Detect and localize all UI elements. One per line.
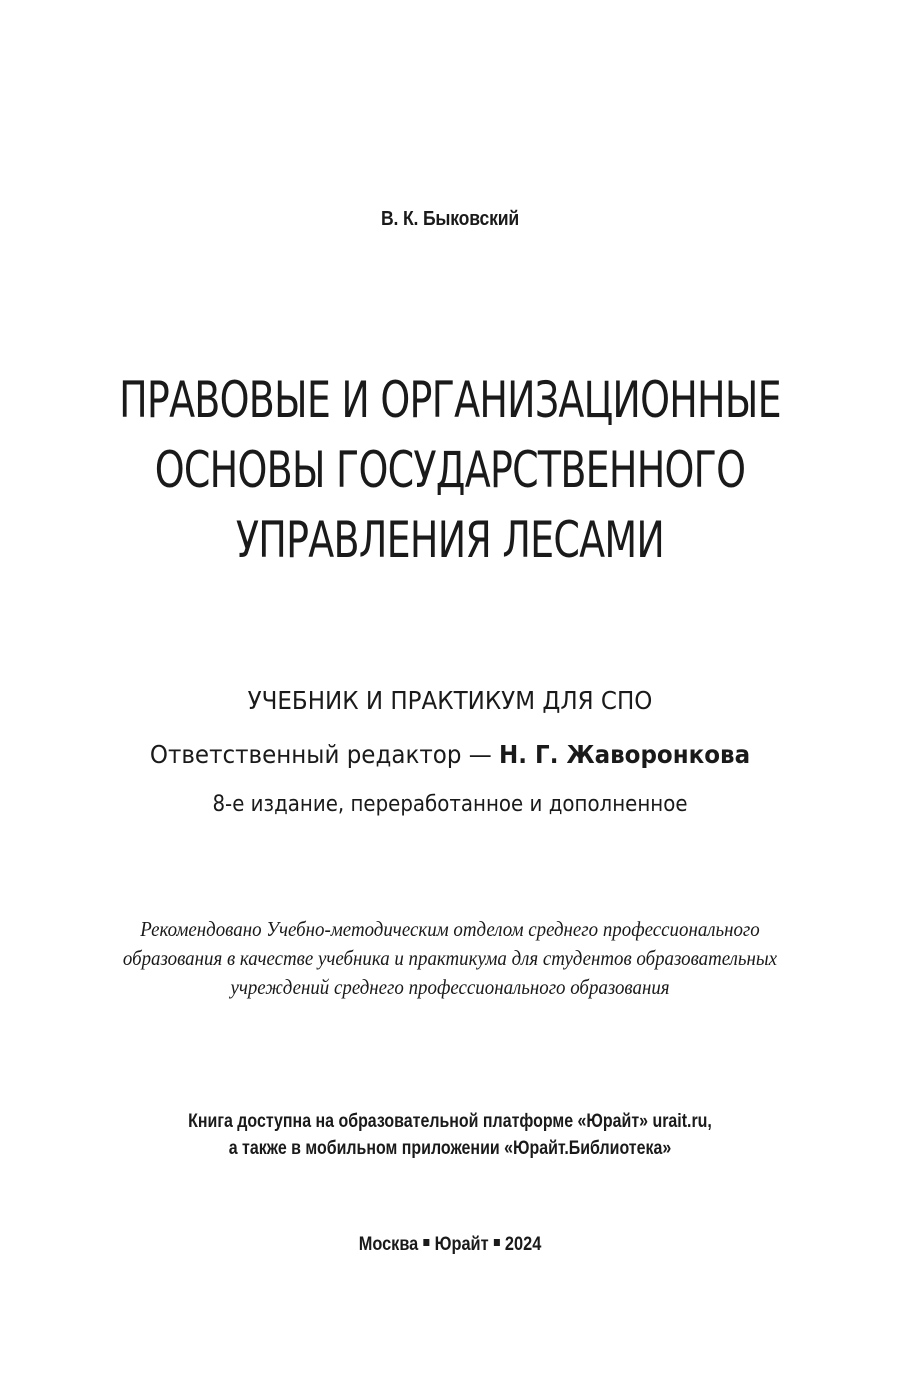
platform-availability — [0, 1108, 900, 1162]
recommendation-line: Рекомендовано Учебно-методическим отделом среднего профессионального — [140, 917, 760, 941]
book-genre: УЧЕБНИК И ПРАКТИКУМ ДЛЯ СПО — [247, 686, 653, 715]
author-name: В. К. Быковский — [380, 208, 519, 230]
book-title-line: ПРАВОВЫЕ И ОРГАНИЗАЦИОННЫЕ — [119, 371, 781, 429]
editor-name: Н. Г. Жаворонкова — [499, 740, 751, 769]
recommendation-stamp — [0, 915, 900, 1002]
imprint-year: 2024 — [504, 1234, 542, 1255]
imprint-city: Москва — [358, 1234, 419, 1255]
recommendation-line: образования в качестве учебника и практикума для студентов образовательных — [122, 946, 778, 970]
recommendation-line: учреждений среднего профессионального образования — [230, 975, 670, 999]
edition-note: 8-е издание, переработанное и дополненное — [212, 792, 688, 817]
responsible-editor — [36, 740, 864, 769]
square-bullet-icon — [494, 1239, 500, 1246]
book-title-line: ОСНОВЫ ГОСУДАРСТВЕННОГО — [154, 441, 746, 499]
book-title — [0, 365, 900, 575]
platform-line: а также в мобильном приложении «Юрайт.Библиотека» — [228, 1138, 672, 1159]
platform-line: Книга доступна на образовательной платформе «Юрайт» urait.ru, — [188, 1111, 712, 1132]
editor-label: Ответственный редактор — — [149, 740, 500, 769]
book-title-line: УПРАВЛЕНИЯ ЛЕСАМИ — [235, 511, 665, 569]
square-bullet-icon — [423, 1239, 429, 1246]
imprint-publisher: Юрайт — [434, 1234, 489, 1255]
imprint — [63, 1234, 837, 1256]
